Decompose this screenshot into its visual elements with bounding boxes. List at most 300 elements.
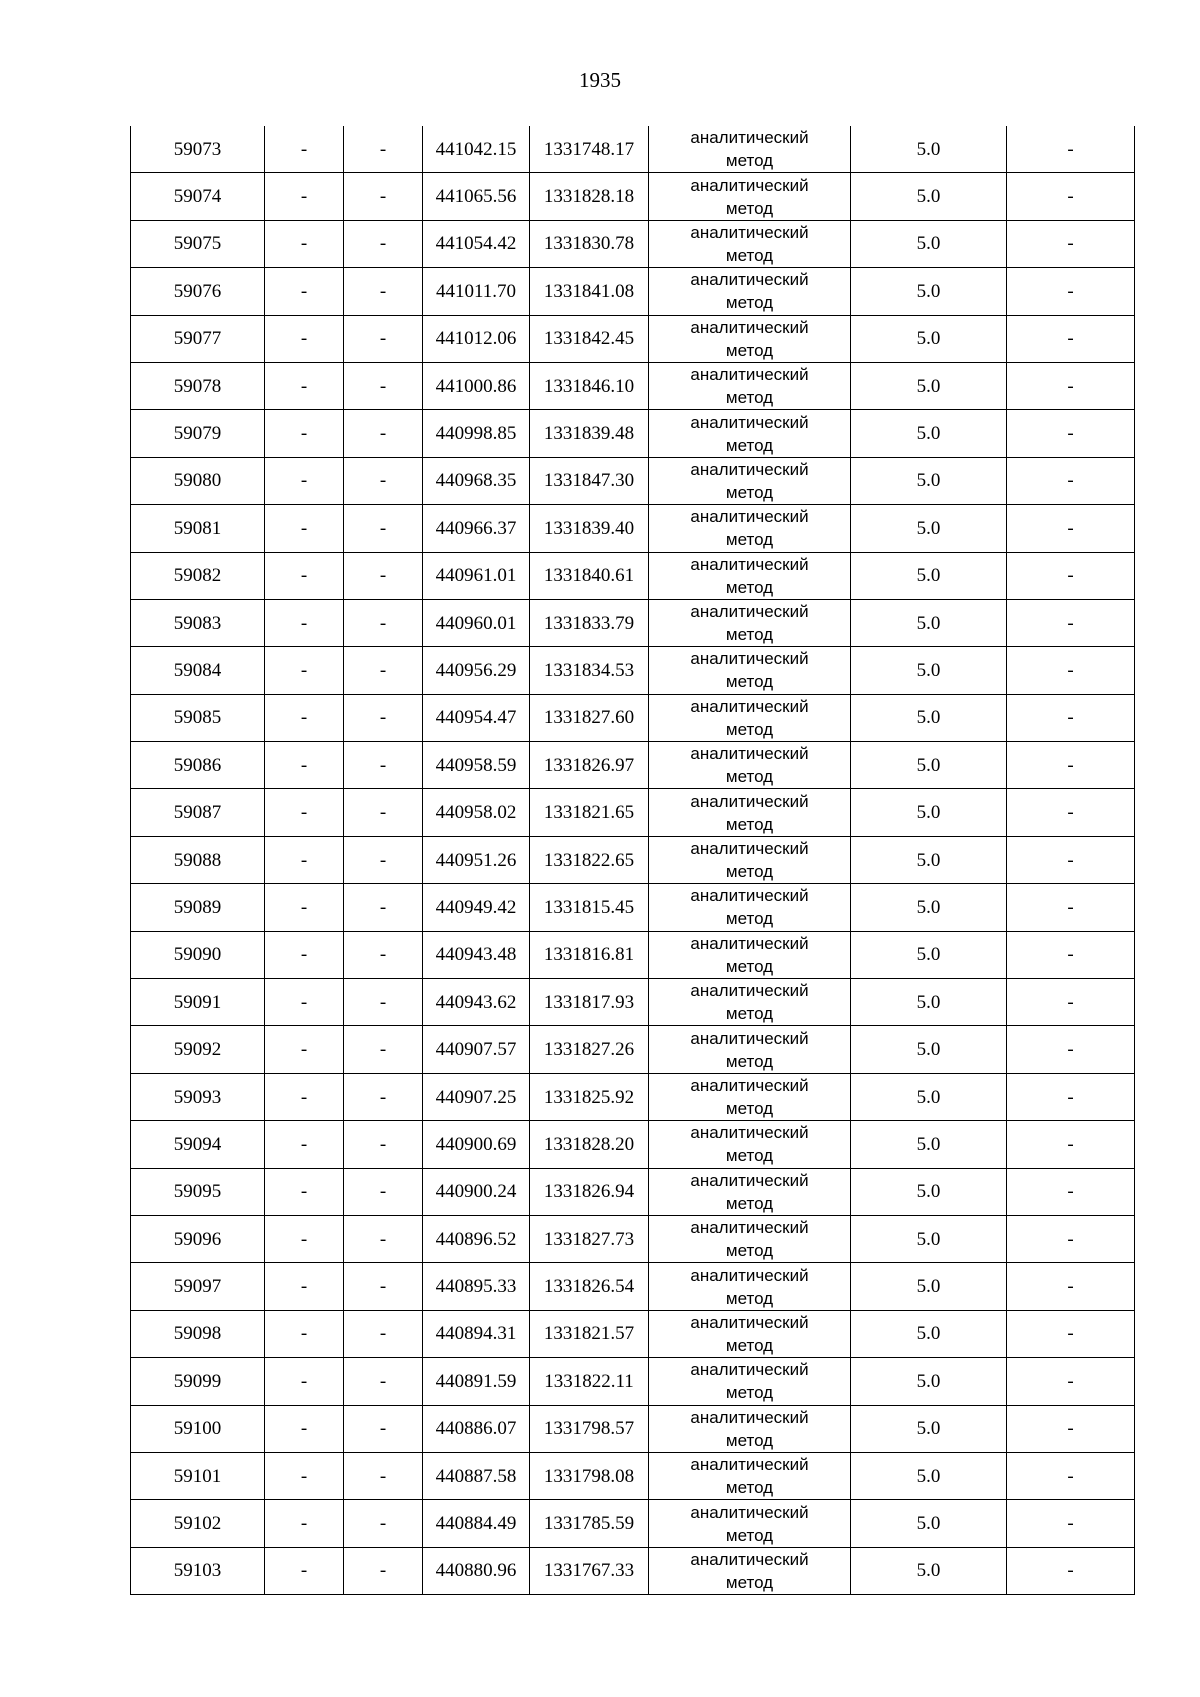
coordinate-y-cell: 1331821.65: [530, 789, 649, 836]
empty-column-8-cell: -: [1007, 742, 1135, 789]
method-cell: [649, 742, 851, 789]
coordinate-y-cell: 1331839.48: [530, 410, 649, 457]
point-number-cell: 59082: [131, 552, 265, 599]
coordinate-x-cell: 440958.02: [423, 789, 530, 836]
empty-column-2-cell: -: [265, 457, 344, 504]
method-line-1: аналитический: [690, 1312, 809, 1332]
point-number-cell: 59100: [131, 1405, 265, 1452]
empty-column-2-cell: -: [265, 220, 344, 267]
coordinate-x-cell: 440895.33: [423, 1263, 530, 1310]
table-row: [131, 1073, 1135, 1120]
empty-column-2-cell: -: [265, 1405, 344, 1452]
coordinate-x-cell: 441065.56: [423, 173, 530, 220]
method-line-2: метод: [725, 767, 774, 787]
table-row: [131, 599, 1135, 646]
empty-column-2-cell: -: [265, 742, 344, 789]
coordinate-x-cell: 440907.57: [423, 1026, 530, 1073]
accuracy-cell: 5.0: [851, 931, 1007, 978]
method-line-2: метод: [725, 1572, 774, 1592]
accuracy-cell: 5.0: [851, 126, 1007, 173]
empty-column-2-cell: -: [265, 1500, 344, 1547]
method-line-1: аналитический: [690, 412, 809, 432]
empty-column-8-cell: -: [1007, 457, 1135, 504]
accuracy-cell: 5.0: [851, 1310, 1007, 1357]
coordinate-y-cell: 1331825.92: [530, 1073, 649, 1120]
method-line-2: метод: [725, 1335, 774, 1355]
empty-column-2-cell: -: [265, 315, 344, 362]
method-line-1: аналитический: [690, 507, 809, 527]
point-number-cell: 59099: [131, 1358, 265, 1405]
empty-column-2-cell: -: [265, 173, 344, 220]
method-cell: [649, 1121, 851, 1168]
coordinate-x-cell: 441042.15: [423, 126, 530, 173]
empty-column-8-cell: -: [1007, 1263, 1135, 1310]
method-line-1: аналитический: [690, 1407, 809, 1427]
table-row: [131, 931, 1135, 978]
empty-column-8-cell: -: [1007, 505, 1135, 552]
method-line-1: аналитический: [690, 554, 809, 574]
table-row: [131, 173, 1135, 220]
method-line-2: метод: [725, 1383, 774, 1403]
method-line-1: аналитический: [690, 175, 809, 195]
coordinate-x-cell: 440956.29: [423, 647, 530, 694]
empty-column-8-cell: -: [1007, 836, 1135, 883]
coordinate-y-cell: 1331748.17: [530, 126, 649, 173]
table-row: [131, 884, 1135, 931]
coordinate-y-cell: 1331816.81: [530, 931, 649, 978]
empty-column-3-cell: -: [344, 789, 423, 836]
coordinate-y-cell: 1331847.30: [530, 457, 649, 504]
empty-column-3-cell: -: [344, 410, 423, 457]
method-cell: [649, 647, 851, 694]
accuracy-cell: 5.0: [851, 1452, 1007, 1499]
empty-column-2-cell: -: [265, 789, 344, 836]
method-line-1: аналитический: [690, 222, 809, 242]
coordinate-x-cell: 440896.52: [423, 1215, 530, 1262]
accuracy-cell: 5.0: [851, 1263, 1007, 1310]
method-line-2: метод: [725, 1430, 774, 1450]
method-line-2: метод: [725, 1525, 774, 1545]
method-cell: [649, 1405, 851, 1452]
coordinate-x-cell: 440958.59: [423, 742, 530, 789]
method-line-1: аналитический: [690, 1502, 809, 1522]
point-number-cell: 59084: [131, 647, 265, 694]
method-cell: [649, 979, 851, 1026]
table-row: [131, 694, 1135, 741]
table-row: [131, 1121, 1135, 1168]
method-line-2: метод: [725, 435, 774, 455]
empty-column-2-cell: -: [265, 1310, 344, 1357]
table-row: [131, 457, 1135, 504]
method-cell: [649, 315, 851, 362]
empty-column-3-cell: -: [344, 126, 423, 173]
accuracy-cell: 5.0: [851, 884, 1007, 931]
empty-column-2-cell: -: [265, 552, 344, 599]
point-number-cell: 59078: [131, 362, 265, 409]
coordinate-x-cell: 440961.01: [423, 552, 530, 599]
coordinate-x-cell: 441012.06: [423, 315, 530, 362]
method-line-2: метод: [725, 862, 774, 882]
method-cell: [649, 268, 851, 315]
method-line-2: метод: [725, 719, 774, 739]
empty-column-3-cell: -: [344, 1121, 423, 1168]
empty-column-2-cell: -: [265, 836, 344, 883]
table-body: [131, 126, 1135, 1595]
empty-column-8-cell: -: [1007, 1405, 1135, 1452]
method-cell: [649, 931, 851, 978]
empty-column-3-cell: -: [344, 1452, 423, 1499]
accuracy-cell: 5.0: [851, 1026, 1007, 1073]
coordinate-y-cell: 1331785.59: [530, 1500, 649, 1547]
coordinate-y-cell: 1331826.54: [530, 1263, 649, 1310]
empty-column-2-cell: -: [265, 1547, 344, 1594]
coordinate-y-cell: 1331827.73: [530, 1215, 649, 1262]
method-line-2: метод: [725, 1241, 774, 1261]
empty-column-2-cell: -: [265, 1215, 344, 1262]
method-cell: [649, 884, 851, 931]
coordinate-x-cell: 440960.01: [423, 599, 530, 646]
empty-column-3-cell: -: [344, 599, 423, 646]
point-number-cell: 59098: [131, 1310, 265, 1357]
empty-column-8-cell: -: [1007, 410, 1135, 457]
accuracy-cell: 5.0: [851, 1358, 1007, 1405]
empty-column-3-cell: -: [344, 836, 423, 883]
empty-column-3-cell: -: [344, 315, 423, 362]
point-number-cell: 59087: [131, 789, 265, 836]
method-line-2: метод: [725, 293, 774, 313]
accuracy-cell: 5.0: [851, 410, 1007, 457]
table-row: [131, 1263, 1135, 1310]
coordinates-table: [130, 126, 1135, 1595]
method-line-2: метод: [725, 577, 774, 597]
table-row: [131, 315, 1135, 362]
empty-column-2-cell: -: [265, 268, 344, 315]
method-line-1: аналитический: [690, 1549, 809, 1569]
accuracy-cell: 5.0: [851, 1500, 1007, 1547]
coordinate-y-cell: 1331822.11: [530, 1358, 649, 1405]
table-row: [131, 836, 1135, 883]
method-line-1: аналитический: [690, 696, 809, 716]
method-cell: [649, 220, 851, 267]
point-number-cell: 59076: [131, 268, 265, 315]
coordinate-y-cell: 1331841.08: [530, 268, 649, 315]
empty-column-8-cell: -: [1007, 268, 1135, 315]
coordinate-y-cell: 1331827.26: [530, 1026, 649, 1073]
point-number-cell: 59101: [131, 1452, 265, 1499]
method-line-2: метод: [725, 672, 774, 692]
coordinate-x-cell: 440907.25: [423, 1073, 530, 1120]
table-row: [131, 1168, 1135, 1215]
empty-column-3-cell: -: [344, 220, 423, 267]
page-number: 1935: [579, 68, 621, 92]
empty-column-8-cell: -: [1007, 1547, 1135, 1594]
empty-column-2-cell: -: [265, 1026, 344, 1073]
coordinate-y-cell: 1331826.97: [530, 742, 649, 789]
method-cell: [649, 599, 851, 646]
table-row: [131, 1405, 1135, 1452]
coordinate-x-cell: 440968.35: [423, 457, 530, 504]
accuracy-cell: 5.0: [851, 1215, 1007, 1262]
accuracy-cell: 5.0: [851, 362, 1007, 409]
empty-column-3-cell: -: [344, 931, 423, 978]
empty-column-2-cell: -: [265, 126, 344, 173]
method-line-1: аналитический: [690, 1123, 809, 1143]
accuracy-cell: 5.0: [851, 505, 1007, 552]
method-cell: [649, 1026, 851, 1073]
point-number-cell: 59093: [131, 1073, 265, 1120]
accuracy-cell: 5.0: [851, 789, 1007, 836]
point-number-cell: 59085: [131, 694, 265, 741]
empty-column-8-cell: -: [1007, 789, 1135, 836]
empty-column-3-cell: -: [344, 1310, 423, 1357]
empty-column-2-cell: -: [265, 884, 344, 931]
table-row: [131, 789, 1135, 836]
empty-column-8-cell: -: [1007, 1358, 1135, 1405]
coordinate-y-cell: 1331840.61: [530, 552, 649, 599]
coordinate-y-cell: 1331822.65: [530, 836, 649, 883]
method-cell: [649, 1310, 851, 1357]
empty-column-8-cell: -: [1007, 173, 1135, 220]
method-line-1: аналитический: [690, 1028, 809, 1048]
method-cell: [649, 836, 851, 883]
point-number-cell: 59073: [131, 126, 265, 173]
empty-column-8-cell: -: [1007, 1073, 1135, 1120]
coordinate-x-cell: 440900.24: [423, 1168, 530, 1215]
empty-column-2-cell: -: [265, 1452, 344, 1499]
method-line-2: метод: [725, 482, 774, 502]
coordinate-y-cell: 1331830.78: [530, 220, 649, 267]
accuracy-cell: 5.0: [851, 836, 1007, 883]
empty-column-2-cell: -: [265, 931, 344, 978]
coordinate-x-cell: 440900.69: [423, 1121, 530, 1168]
coordinate-y-cell: 1331833.79: [530, 599, 649, 646]
empty-column-3-cell: -: [344, 1215, 423, 1262]
method-line-2: метод: [725, 530, 774, 550]
coordinate-y-cell: 1331846.10: [530, 362, 649, 409]
method-cell: [649, 505, 851, 552]
method-line-1: аналитический: [690, 459, 809, 479]
empty-column-2-cell: -: [265, 505, 344, 552]
empty-column-2-cell: -: [265, 362, 344, 409]
method-line-2: метод: [725, 1288, 774, 1308]
table-row: [131, 505, 1135, 552]
point-number-cell: 59097: [131, 1263, 265, 1310]
empty-column-2-cell: -: [265, 1358, 344, 1405]
method-line-1: аналитический: [690, 270, 809, 290]
empty-column-3-cell: -: [344, 694, 423, 741]
table-row: [131, 979, 1135, 1026]
accuracy-cell: 5.0: [851, 1405, 1007, 1452]
accuracy-cell: 5.0: [851, 979, 1007, 1026]
empty-column-3-cell: -: [344, 505, 423, 552]
coordinate-y-cell: 1331815.45: [530, 884, 649, 931]
accuracy-cell: 5.0: [851, 742, 1007, 789]
table-row: [131, 126, 1135, 173]
point-number-cell: 59079: [131, 410, 265, 457]
method-line-2: метод: [725, 340, 774, 360]
table-row: [131, 1358, 1135, 1405]
coordinate-x-cell: 441011.70: [423, 268, 530, 315]
point-number-cell: 59094: [131, 1121, 265, 1168]
table-row: [131, 1026, 1135, 1073]
point-number-cell: 59102: [131, 1500, 265, 1547]
point-number-cell: 59086: [131, 742, 265, 789]
point-number-cell: 59083: [131, 599, 265, 646]
method-cell: [649, 126, 851, 173]
method-line-2: метод: [725, 151, 774, 171]
method-cell: [649, 410, 851, 457]
method-line-1: аналитический: [690, 791, 809, 811]
method-cell: [649, 1215, 851, 1262]
method-cell: [649, 1263, 851, 1310]
coordinate-y-cell: 1331798.08: [530, 1452, 649, 1499]
accuracy-cell: 5.0: [851, 457, 1007, 504]
empty-column-8-cell: -: [1007, 599, 1135, 646]
method-cell: [649, 457, 851, 504]
accuracy-cell: 5.0: [851, 1121, 1007, 1168]
empty-column-8-cell: -: [1007, 1215, 1135, 1262]
accuracy-cell: 5.0: [851, 1168, 1007, 1215]
empty-column-8-cell: -: [1007, 1168, 1135, 1215]
empty-column-3-cell: -: [344, 1500, 423, 1547]
method-line-1: аналитический: [690, 649, 809, 669]
method-line-1: аналитический: [690, 1455, 809, 1475]
empty-column-3-cell: -: [344, 1405, 423, 1452]
method-line-1: аналитический: [690, 839, 809, 859]
method-line-2: метод: [725, 909, 774, 929]
empty-column-3-cell: -: [344, 979, 423, 1026]
empty-column-8-cell: -: [1007, 1452, 1135, 1499]
method-cell: [649, 1500, 851, 1547]
point-number-cell: 59103: [131, 1547, 265, 1594]
method-cell: [649, 789, 851, 836]
method-line-2: метод: [725, 1146, 774, 1166]
empty-column-8-cell: -: [1007, 694, 1135, 741]
method-cell: [649, 1358, 851, 1405]
coordinate-y-cell: 1331828.18: [530, 173, 649, 220]
point-number-cell: 59089: [131, 884, 265, 931]
coordinate-x-cell: 440966.37: [423, 505, 530, 552]
table-row: [131, 647, 1135, 694]
coordinate-x-cell: 440954.47: [423, 694, 530, 741]
method-line-2: метод: [725, 245, 774, 265]
empty-column-8-cell: -: [1007, 1310, 1135, 1357]
method-line-2: метод: [725, 1004, 774, 1024]
empty-column-2-cell: -: [265, 1121, 344, 1168]
empty-column-2-cell: -: [265, 1263, 344, 1310]
empty-column-2-cell: -: [265, 979, 344, 1026]
coordinate-x-cell: 440884.49: [423, 1500, 530, 1547]
method-cell: [649, 694, 851, 741]
method-cell: [649, 1547, 851, 1594]
coordinate-y-cell: 1331827.60: [530, 694, 649, 741]
empty-column-3-cell: -: [344, 1168, 423, 1215]
coordinate-y-cell: 1331826.94: [530, 1168, 649, 1215]
method-line-2: метод: [725, 1051, 774, 1071]
point-number-cell: 59092: [131, 1026, 265, 1073]
method-line-2: метод: [725, 388, 774, 408]
method-line-2: метод: [725, 198, 774, 218]
coordinate-x-cell: 440894.31: [423, 1310, 530, 1357]
point-number-cell: 59090: [131, 931, 265, 978]
coordinate-y-cell: 1331798.57: [530, 1405, 649, 1452]
empty-column-8-cell: -: [1007, 1026, 1135, 1073]
table-row: [131, 268, 1135, 315]
coordinate-x-cell: 440886.07: [423, 1405, 530, 1452]
empty-column-3-cell: -: [344, 742, 423, 789]
method-cell: [649, 362, 851, 409]
coordinate-x-cell: 440943.62: [423, 979, 530, 1026]
method-line-1: аналитический: [690, 981, 809, 1001]
point-number-cell: 59080: [131, 457, 265, 504]
point-number-cell: 59088: [131, 836, 265, 883]
point-number-cell: 59096: [131, 1215, 265, 1262]
empty-column-2-cell: -: [265, 1168, 344, 1215]
accuracy-cell: 5.0: [851, 694, 1007, 741]
accuracy-cell: 5.0: [851, 599, 1007, 646]
empty-column-3-cell: -: [344, 884, 423, 931]
empty-column-8-cell: -: [1007, 884, 1135, 931]
method-line-2: метод: [725, 1099, 774, 1118]
method-line-2: метод: [725, 956, 774, 976]
method-line-1: аналитический: [690, 602, 809, 622]
point-number-cell: 59081: [131, 505, 265, 552]
method-line-2: метод: [725, 1478, 774, 1498]
empty-column-8-cell: -: [1007, 220, 1135, 267]
empty-column-3-cell: -: [344, 173, 423, 220]
method-line-2: метод: [725, 625, 774, 645]
method-line-1: аналитический: [690, 933, 809, 953]
method-cell: [649, 173, 851, 220]
empty-column-3-cell: -: [344, 552, 423, 599]
empty-column-3-cell: -: [344, 647, 423, 694]
coordinate-y-cell: 1331842.45: [530, 315, 649, 362]
empty-column-3-cell: -: [344, 1026, 423, 1073]
empty-column-8-cell: -: [1007, 552, 1135, 599]
coordinate-x-cell: 440943.48: [423, 931, 530, 978]
coordinate-y-cell: 1331834.53: [530, 647, 649, 694]
point-number-cell: 59075: [131, 220, 265, 267]
empty-column-3-cell: -: [344, 1547, 423, 1594]
coordinate-y-cell: 1331767.33: [530, 1547, 649, 1594]
method-line-1: аналитический: [690, 1076, 809, 1095]
method-cell: [649, 1168, 851, 1215]
method-line-1: аналитический: [690, 128, 809, 148]
empty-column-8-cell: -: [1007, 315, 1135, 362]
table-row: [131, 1452, 1135, 1499]
method-line-1: аналитический: [690, 317, 809, 337]
method-cell: [649, 1452, 851, 1499]
coordinate-y-cell: 1331839.40: [530, 505, 649, 552]
coordinate-y-cell: 1331828.20: [530, 1121, 649, 1168]
empty-column-2-cell: -: [265, 599, 344, 646]
method-cell: [649, 552, 851, 599]
method-line-1: аналитический: [690, 886, 809, 906]
empty-column-3-cell: -: [344, 268, 423, 315]
empty-column-3-cell: -: [344, 1358, 423, 1405]
empty-column-3-cell: -: [344, 1073, 423, 1120]
method-line-1: аналитический: [690, 1265, 809, 1285]
coordinate-x-cell: 440998.85: [423, 410, 530, 457]
method-line-1: аналитический: [690, 365, 809, 385]
empty-column-8-cell: -: [1007, 647, 1135, 694]
method-line-1: аналитический: [690, 744, 809, 764]
accuracy-cell: 5.0: [851, 220, 1007, 267]
coordinate-x-cell: 440891.59: [423, 1358, 530, 1405]
coordinate-x-cell: 441000.86: [423, 362, 530, 409]
method-line-1: аналитический: [690, 1218, 809, 1238]
table-row: [131, 1547, 1135, 1594]
